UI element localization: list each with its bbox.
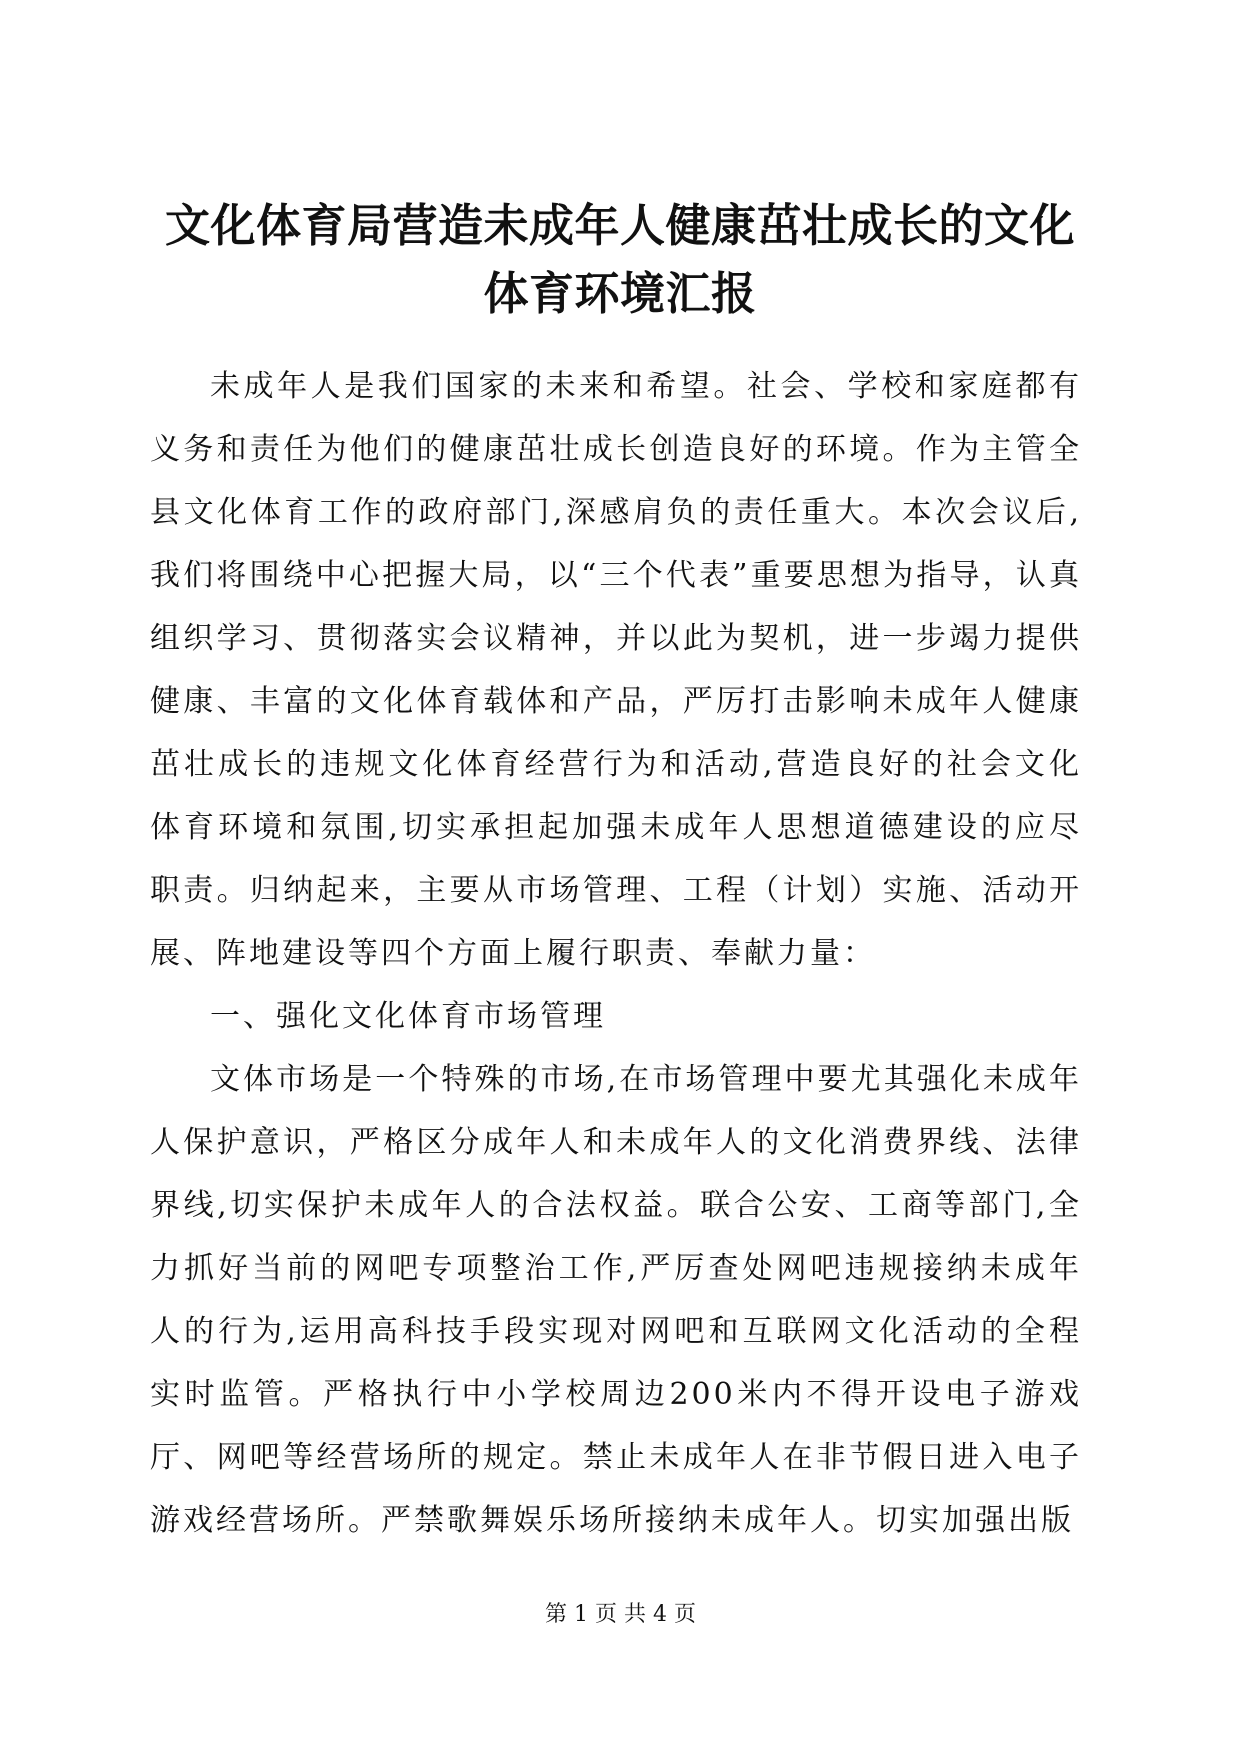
document-body bbox=[150, 355, 1082, 1552]
document-title: 文化体育局营造未成年人健康茁壮成长的文化体育环境汇报 bbox=[164, 199, 1075, 320]
section-heading-1: 一、强化文化体育市场管理 bbox=[210, 999, 606, 1034]
page-footer: 第 1 页 共 4 页 bbox=[545, 1602, 696, 1627]
body-paragraph-intro: 未成年人是我们国家的未来和希望。社会、学校和家庭都有义务和责任为他们的健康茁壮成长创造良好的环境。作为主管全县文化体育工作的政府部门,深感肩负的责任重大。本次会议后,我们将围绕中心把握大局，以“三个代表”重要思想为指导，认真组织学习、贯彻落实会议精神，并以此为契机，进一步竭力提供健康、丰富的文化体育载体和产品，严厉打击影响未成年人健康茁壮成长的违规文化体育经营行为和活动,营造良好的社会文化体育环境和氛围,切实承担起加强未成年人思想道德建设的应尽职责。归纳起来，主要从市场管理、工程（计划）实施、活动开展、阵地建设等四个方面上履行职责、奉献力量： bbox=[150, 369, 1082, 971]
body-paragraph-market: 文体市场是一个特殊的市场,在市场管理中要尤其强化未成年人保护意识，严格区分成年人和未成年人的文化消费界线、法律界线,切实保护未成年人的合法权益。联合公安、工商等部门,全力抓好当前的网吧专项整治工作,严厉查处网吧违规接纳未成年人的行为,运用高科技手段实现对网吧和互联网文化活动的全程实时监管。严格执行中小学校周边200米内不得开设电子游戏厅、网吧等经营场所的规定。禁止未成年人在非节假日进入电子游戏经营场所。严禁歌舞娱乐场所接纳未成年人。切实加强出版 bbox=[150, 1062, 1082, 1538]
